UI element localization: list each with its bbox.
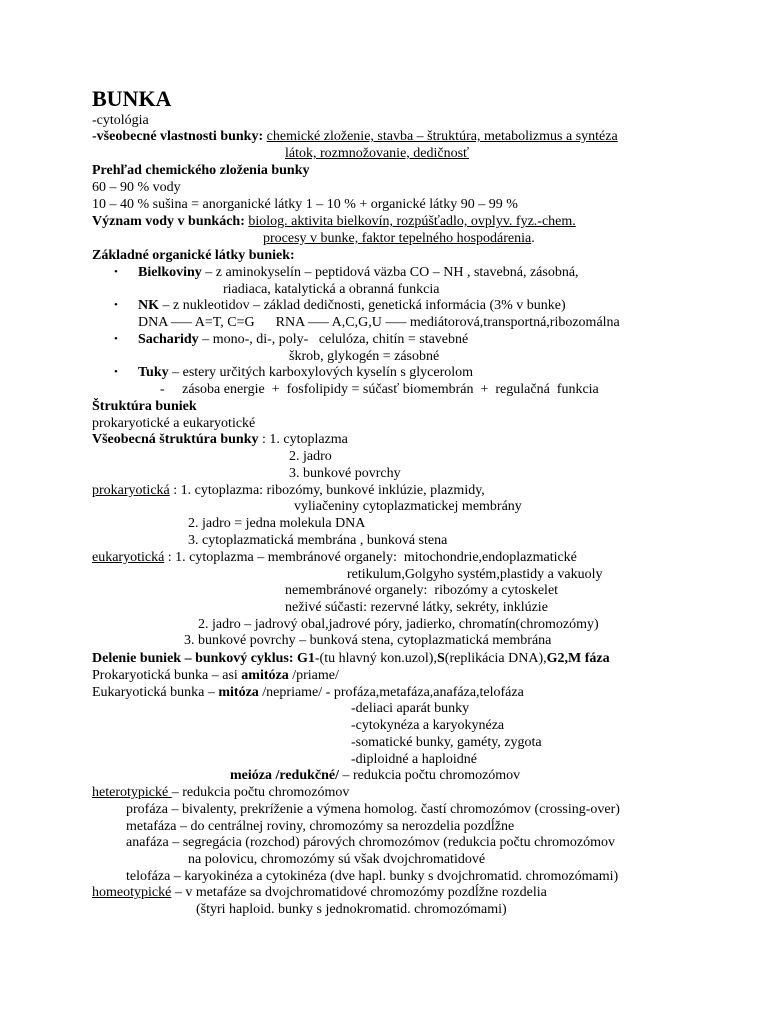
eukaryotic-division-text: Eukaryotická bunka –: [92, 685, 219, 700]
proteins-label: Bielkoviny: [138, 265, 202, 280]
eukaryotic-division: [92, 684, 524, 701]
division-g1: -(tu hlavný kon.uzol),: [314, 651, 437, 666]
general-structure-item-2: 2. jadro: [289, 449, 332, 464]
chem-water: 60 – 90 % vody: [92, 180, 181, 195]
prokaryotic-label: prokaryotická: [92, 483, 170, 498]
eukaryotic-nonliving: neživé súčasti: rezervné látky, sekréty, inklúzie: [285, 600, 548, 615]
homeotypic-text: – v metafáze sa dvojchromatidové chromozómy pozdĺžne rozdelia: [171, 885, 547, 900]
proteins-line: [138, 264, 579, 281]
division-heading: Delenie buniek – bunkový cyklus: G1: [92, 651, 315, 666]
bullet-icon: •: [114, 299, 118, 311]
mitosis-phases: /nepriame/ - profáza,metafáza,anafáza,telofáza: [258, 685, 524, 700]
organic-heading: Základné organické látky buniek:: [92, 248, 295, 263]
saccharides-text: – mono-, di-, poly- celulóza, chitín = stavebné: [198, 332, 469, 347]
water-importance-period: .: [531, 231, 535, 246]
eukaryotic-label: eukaryotická: [92, 550, 165, 565]
eukaryotic-item-3: 3. bunkové povrchy – bunková stena, cytoplazmatická membrána: [184, 633, 552, 648]
general-structure-label: Všeobecná štruktúra bunky: [92, 432, 259, 447]
prokaryotic-division-text: Prokaryotická bunka – asi: [92, 668, 242, 683]
prokaryotic-division: [92, 667, 339, 684]
division-s: S: [436, 651, 445, 666]
mitosis-note-4: -diploidné a haploidné: [351, 752, 477, 767]
saccharides-line: [138, 331, 468, 348]
heterotypic-line: [92, 784, 349, 801]
water-importance-text2: procesy v bunke, faktor tepelného hospodárenia: [263, 231, 532, 246]
eukaryotic-item-1-cont: retikulum,Golgyho systém,plastidy a vakuoly: [347, 567, 603, 582]
general-properties-text: chemické zloženie, stavba – štruktúra, metabolizmus a syntéza: [266, 129, 618, 144]
meiosis-line: [230, 767, 520, 784]
amitosis-term: amitóza: [241, 668, 289, 683]
heterotypic-label: heterotypické: [92, 785, 172, 800]
fats-text-cont: - zásoba energie + fosfolipidy = súčasť biomembrán + regulačná funkcia: [160, 382, 599, 397]
homeotypic-label: homeotypické: [92, 885, 172, 900]
bullet-icon: •: [114, 333, 118, 345]
anaphase-cont: na polovicu, chromozómy sú však dvojchromatidové: [188, 852, 486, 867]
prophase: profáza – bivalenty, prekríženie a výmena homolog. častí chromozómov (crossing-over): [126, 802, 620, 817]
prokaryotic-item-3: 3. cytoplazmatická membrána , bunková stena: [188, 533, 448, 548]
page-title: BUNKA: [92, 86, 172, 111]
division-g2m: G2,M fáza: [546, 651, 610, 666]
fats-line: [138, 364, 473, 381]
eukaryotic-line: [92, 549, 577, 566]
mitosis-note-1: -deliaci aparát bunky: [351, 701, 470, 716]
general-properties-text-cont: látok, rozmnožovanie, dedičnosť: [285, 146, 470, 161]
division-s-text: (replikácia DNA),: [444, 651, 547, 666]
fats-text: – estery určitých karboxylových kyselín s glycerolom: [168, 365, 474, 380]
general-structure-item-3: 3. bunkové povrchy: [289, 466, 401, 481]
metaphase: metafáza – do centrálnej roviny, chromozómy sa nerozdelia pozdĺžne: [126, 819, 515, 834]
saccharides-label: Sacharidy: [138, 332, 199, 347]
nk-bases: DNA ––– A=T, C=G RNA ––– A,C,G,U ––– mediátorová,transportná,ribozomálna: [138, 315, 620, 330]
general-properties-line: [92, 128, 618, 145]
proteins-text: – z aminokyselín – peptidová väzba CO – NH , stavebná, zásobná,: [201, 265, 579, 280]
prokaryotic-item-2: 2. jadro = jedna molekula DNA: [188, 516, 366, 531]
nk-label: NK: [138, 298, 159, 313]
mitosis-note-2: -cytokynéza a karyokynéza: [351, 718, 505, 733]
subtitle: -cytológia: [92, 113, 149, 128]
eukaryotic-nonmembrane: nemembránové organely: ribozómy a cytoskelet: [285, 583, 559, 598]
structure-heading: Štruktúra buniek: [92, 399, 197, 414]
homeotypic-text-cont: (štyri haploid. bunky s jednokromatid. chromozómami): [196, 902, 507, 917]
saccharides-text-cont: škrob, glykogén = zásobné: [289, 349, 440, 364]
chem-heading: Prehľad chemického zloženia bunky: [92, 163, 310, 178]
chem-dry-matter: 10 – 40 % sušina = anorganické látky 1 – 10 % + organické látky 90 – 99 %: [92, 197, 518, 212]
general-structure-line: [92, 431, 348, 448]
meiosis-text: – redukcia počtu chromozómov: [339, 768, 521, 783]
general-properties-label: -všeobecné vlastnosti bunky:: [92, 129, 264, 144]
nk-text: – z nukleotidov – základ dedičnosti, genetická informácia (3% v bunke): [159, 298, 566, 313]
water-importance-cont: [263, 230, 535, 247]
prokaryotic-item-1: : 1. cytoplazma: ribozómy, bunkové inklúzie, plazmidy,: [169, 483, 485, 498]
water-importance-line: [92, 213, 576, 230]
water-importance-label: Význam vody v bunkách:: [92, 214, 245, 229]
bullet-icon: •: [114, 266, 118, 278]
eukaryotic-item-1: : 1. cytoplazma – membránové organely: mitochondrie,endoplazmatické: [164, 550, 577, 565]
proteins-text-cont: riadiaca, katalytická a obranná funkcia: [223, 282, 440, 297]
homeotypic-line: [92, 884, 547, 901]
bullet-icon: •: [114, 366, 118, 378]
division-heading-line: [92, 650, 610, 667]
water-importance-text: biolog. aktivita bielkovín, rozpúšťadlo, ovplyv. fyz.-chem.: [248, 214, 576, 229]
anaphase: anafáza – segregácia (rozchod) párových chromozómov (redukcia počtu chromozómov: [126, 835, 616, 850]
prokaryotic-line: [92, 482, 485, 499]
general-structure-item-1: : 1. cytoplazma: [258, 432, 348, 447]
meiosis-term: meióza /redukčné/: [230, 768, 340, 783]
mitosis-note-3: -somatické bunky, gaméty, zygota: [351, 735, 542, 750]
telophase: telofáza – karyokinéza a cytokinéza (dve hapl. bunky s dvojchromatid. chromozómami): [126, 869, 619, 884]
heterotypic-text: – redukcia počtu chromozómov: [171, 785, 350, 800]
prokaryotic-division-suffix: /priame/: [288, 668, 339, 683]
nk-line: [138, 297, 566, 314]
eukaryotic-item-2: 2. jadro – jadrový obal,jadrové póry, jadierko, chromatín(chromozómy): [198, 617, 599, 632]
mitosis-term: mitóza: [218, 685, 259, 700]
structure-types: prokaryotické a eukaryotické: [92, 416, 256, 431]
fats-label: Tuky: [138, 365, 169, 380]
prokaryotic-item-1-cont: vyliačeniny cytoplazmatickej membrány: [294, 499, 522, 514]
